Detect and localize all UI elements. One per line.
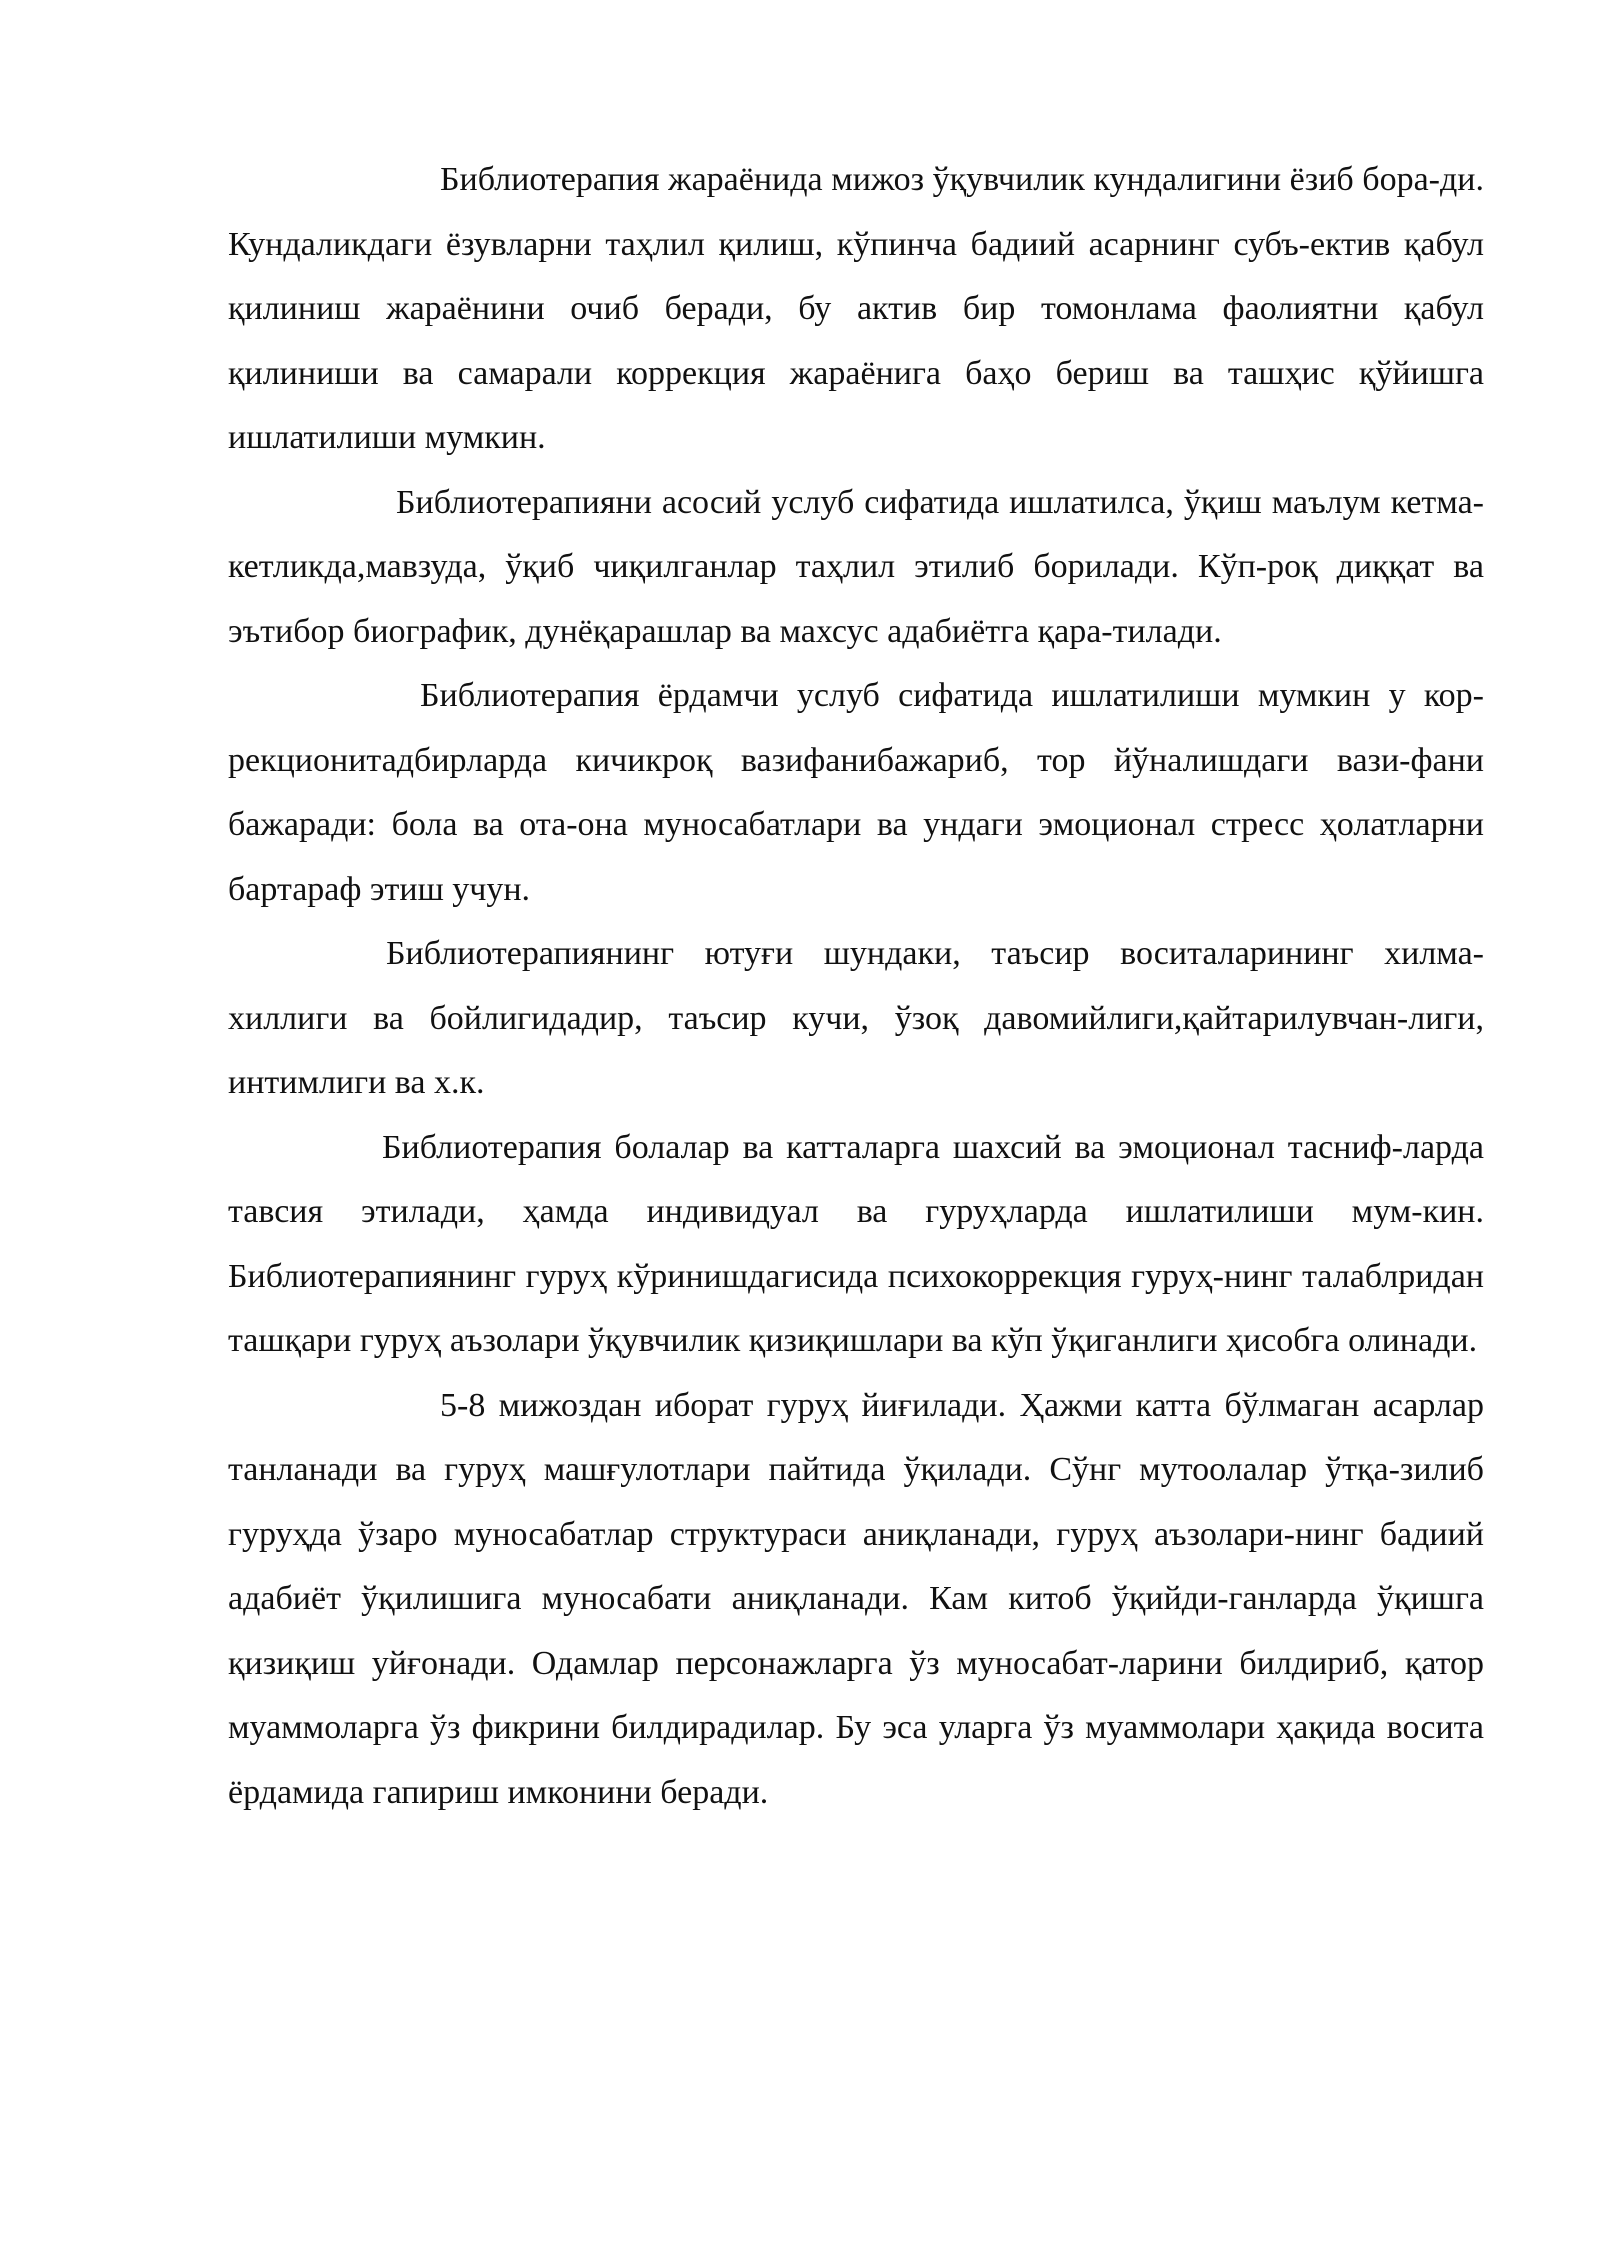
paragraph: Библиотерапия жараёнида мижоз ўқувчилик кундалигини ёзиб бора-ди. Кундаликдаги ёзувларни таҳлил қилиш, кўпинча бадиий асарнинг субъ-ектив қабул қилиниш жараёнини очиб беради, бу актив бир томонлама фаолиятни қабул қилиниши ва самарали коррекция жараёнига баҳо бериш ва ташҳис қўйишга ишлатилиши мумкин. xyxy=(228,161,1484,456)
paragraph: Библиотерапияни асосий услуб сифатида ишлатилса, ўқиш маълум кетма-кетликда,мавзуда, ўқиб чиқилганлар таҳлил этилиб борилади. Кўп-роқ диққат ва эътибор биографик, дунёқарашлар ва махсус адабиётга қара-тилади. xyxy=(228,483,1484,650)
document-page xyxy=(228,148,1484,1825)
paragraph: 5-8 мижоздан иборат гуруҳ йиғилади. Ҳажми катта бўлмаган асарлар танланади ва гуруҳ машғулотлари пайтида ўқилади. Сўнг мутоолалар ўтқа-зилиб гуруҳда ўзаро муносабатлар структураси аниқланади, гуруҳ аъзолари-нинг бадиий адабиёт ўқилишига муносабати аниқланади. Кам китоб ўқийди-ганларда ўқишга қизиқиш уйғонади. Одамлар персонажларга ўз муносабат-ларини билдириб, қатор муаммоларга ўз фикрини билдирадилар. Бу эса уларга ўз муаммолари ҳақида восита ёрдамида гапириш имконини беради. xyxy=(228,1386,1484,1811)
paragraph: Библиотерапия ёрдамчи услуб сифатида ишлатилиши мумкин у кор-рекционитадбирларда кичикроқ вазифанибажариб, тор йўналишдаги вази-фани бажаради: бола ва ота-она муносабатлари ва ундаги эмоционал стресс ҳолатларни бартараф этиш учун. xyxy=(228,677,1484,908)
paragraph: Библиотерапия болалар ва катталарга шахсий ва эмоционал тасниф-ларда тавсия этилади, ҳамда индивидуал ва гуруҳларда ишлатилиши мум-кин. Библиотерапиянинг гуруҳ кўринишдагисида психокоррекция гуруҳ-нинг талаблридан ташқари гуруҳ аъзолари ўқувчилик қизиқишлари ва кўп ўқиганлиги ҳисобга олинади. xyxy=(228,1128,1484,1359)
paragraph: Библиотерапиянинг ютуғи шундаки, таъсир воситаларининг хилма-хиллиги ва бойлигидадир, таъсир кучи, ўзоқ давомийлиги,қайтарилувчан-лиги, интимлиги ва х.к. xyxy=(228,935,1484,1101)
